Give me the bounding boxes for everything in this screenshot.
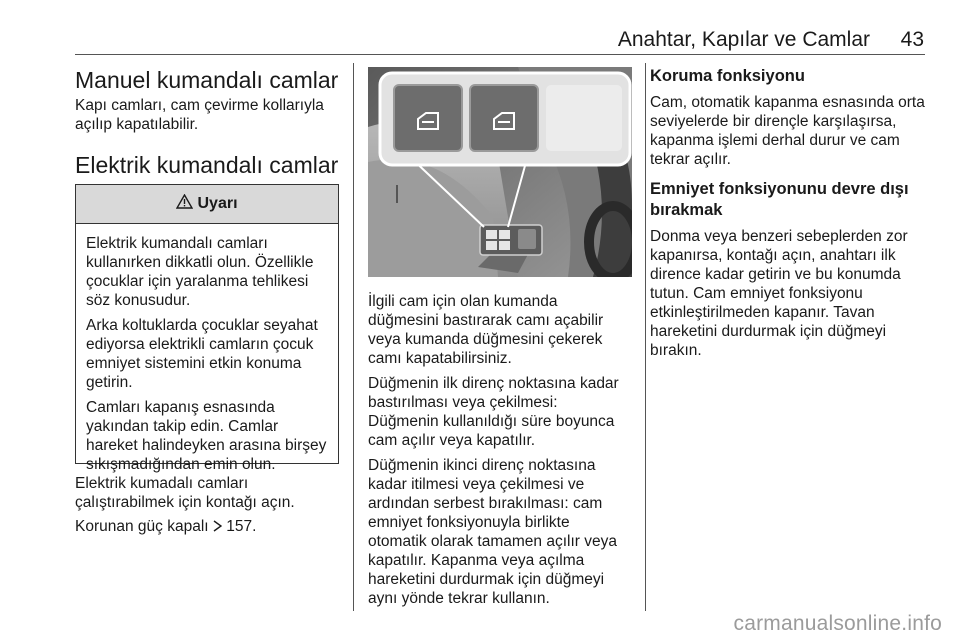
- manual-windows-text: Kapı camları, cam çevirme kollarıyla açılıp kapatılabilir.: [75, 97, 324, 133]
- column-divider-right: [645, 63, 646, 611]
- fuse-reference-page[interactable]: 157.: [226, 518, 257, 535]
- operation-paragraph-1: İlgili cam için olan kumanda düğmesini bastırarak camı açabilir veya kumanda düğmesini çekerek camı kapatabilirsiniz.: [368, 293, 604, 367]
- warning-body: [76, 224, 338, 474]
- warning-header: [76, 185, 338, 224]
- fuse-reference-label: Korunan güç kapalı: [75, 518, 209, 535]
- warning-triangle-icon: [176, 194, 193, 214]
- electric-windows-heading: Elektrik kumandalı camlar: [75, 152, 339, 178]
- header-rule: [75, 54, 925, 55]
- warning-paragraph-2: Arka koltuklarda çocuklar seyahat ediyorsa elektrikli camların çocuk emniyet sistemini etkin konuma getirin.: [86, 317, 318, 391]
- warning-paragraph-3: Camları kapanış esnasında yakından takip edin. Camlar hareket halindeyken arasına birşey sıkışmadığından emin olun.: [86, 399, 327, 473]
- window-switch-photo: [368, 67, 632, 277]
- operation-paragraph-2: Düğmenin ilk direnç noktasına kadar bastırılması veya çekilmesi: Düğmenin kullanıldığı süre boyunca cam açılır veya kapatılır.: [368, 375, 619, 449]
- warning-box: [75, 184, 339, 473]
- fuse-reference: [75, 517, 341, 536]
- protection-heading: Koruma fonksiyonu: [650, 67, 805, 85]
- override-heading: Emniyet fonksiyonunu devre dışı bırakmak: [650, 180, 909, 219]
- override-text: Donma veya benzeri sebeplerden zor kapanırsa, kontağı açın, anahtarı ilk dirence kadar getirin ve bu konumda tutun. Cam emniyet fonksiyonu etkinleştirilmeden kapanır. Tavan hareketini durdurmak için düğmeyi bırakın.: [650, 228, 908, 359]
- operation-paragraph-3: Düğmenin ikinci direnç noktasına kadar itilmesi veya çekilmesi ve ardından serbest bırakılması: cam emniyet fonksiyonuyla birlikte otomatik olarak tamamen açılır veya kapatılır. Kapanma veya açılma hareketini durdurmak için düğmeyi aynı yönde tekrar kullanın.: [368, 457, 617, 607]
- column-divider-left: [353, 63, 354, 611]
- warning-title: Uyarı: [197, 195, 238, 212]
- manual-windows-heading: Manuel kumandalı camlar: [75, 67, 339, 93]
- page-reference-arrow-icon: [213, 517, 222, 536]
- protection-text: Cam, otomatik kapanma esnasında orta seviyelerde bir dirençle karşılaşırsa, kapanma işlemi derhal durur ve cam tekrar açılır.: [650, 94, 925, 168]
- window-switch-panel-small: [480, 225, 542, 255]
- ignition-note: Elektrik kumadalı camları çalıştırabilmek için kontağı açın.: [75, 475, 295, 511]
- door-panel-illustration: [368, 67, 632, 277]
- page-header-title: Anahtar, Kapılar ve Camlar: [617, 28, 870, 51]
- warning-paragraph-1: Elektrik kumandalı camları kullanırken dikkatli olun. Özellikle çocuklar için yaralanma tehlikesi söz konusudur.: [86, 235, 314, 309]
- watermark: carmanualsonline.info: [733, 612, 942, 635]
- page-number: 43: [900, 28, 924, 51]
